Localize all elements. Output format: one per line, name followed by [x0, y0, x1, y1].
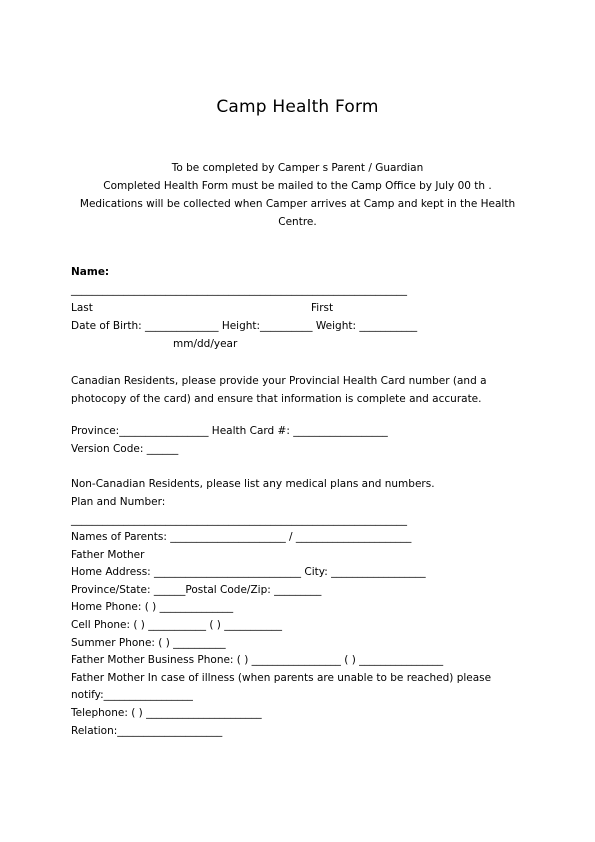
form-title: Camp Health Form	[216, 97, 379, 117]
name-label: Name:	[71, 266, 110, 278]
non-canadian-instructions: Non-Canadian Residents, please list any medical plans and numbers.	[71, 478, 435, 490]
dob-height-weight-line[interactable]: Date of Birth: ______________ Height:__________ Weight: ___________	[71, 320, 418, 332]
cell-phone-line[interactable]: Cell Phone: ( ) ___________ ( ) ___________	[71, 619, 282, 631]
relation-line[interactable]: Relation:____________________	[71, 725, 223, 737]
canadian-residents-instructions: Canadian Residents, please provide your Provincial Health Card number (and a photocopy of the card) and ensure that information is complete and accurate.	[71, 375, 487, 405]
business-phone-line[interactable]: Father Mother Business Phone: ( ) _________________ ( ) ________________	[71, 654, 444, 666]
intro-line-medications: Medications will be collected when Camper arrives at Camp and kept in the Health Centre.	[79, 198, 516, 228]
name-field[interactable]: ________________________________________________________________	[71, 284, 407, 296]
province-postal-line[interactable]: Province/State: ______Postal Code/Zip: _________	[71, 584, 322, 596]
plan-number-label: Plan and Number:	[71, 496, 166, 508]
father-mother-label: Father Mother	[71, 549, 145, 561]
version-code-line[interactable]: Version Code: ______	[71, 443, 179, 455]
intro-block	[60, 159, 535, 231]
plan-number-field[interactable]: ________________________________________________________________	[71, 514, 407, 526]
intro-line-mailing: Completed Health Form must be mailed to the Camp Office by July 00 th .	[103, 180, 492, 192]
first-name-label: First	[311, 302, 334, 314]
parents-names-line[interactable]: Names of Parents: ______________________ / ______________________	[71, 531, 412, 543]
last-name-label: Last	[71, 302, 93, 314]
home-phone-line[interactable]: Home Phone: ( ) ______________	[71, 601, 234, 613]
province-health-card-line[interactable]: Province:_________________ Health Card #: __________________	[71, 425, 388, 437]
notify-line[interactable]: notify:_________________	[71, 689, 193, 701]
illness-contact-label: Father Mother In case of illness (when parents are unable to be reached) please	[71, 672, 492, 684]
home-address-line[interactable]: Home Address: ____________________________ City: __________________	[71, 566, 426, 578]
summer-phone-line[interactable]: Summer Phone: ( ) __________	[71, 637, 226, 649]
dob-format-hint: mm/dd/year	[173, 338, 238, 350]
intro-line-completed-by: To be completed by Camper s Parent / Guardian	[171, 162, 424, 174]
emergency-telephone-line[interactable]: Telephone: ( ) ______________________	[71, 707, 262, 719]
